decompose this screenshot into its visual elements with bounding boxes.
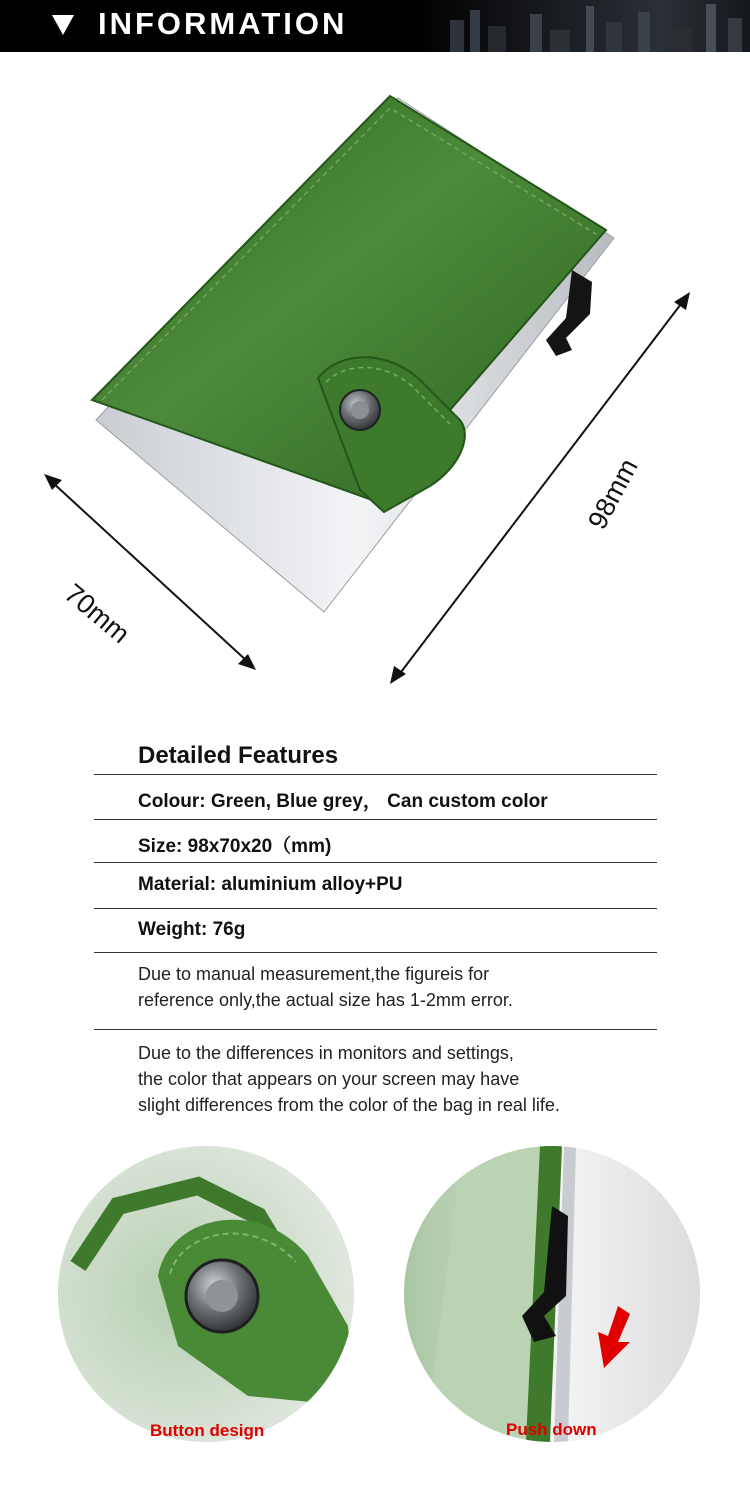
feature-row-material (138, 874, 403, 896)
note-line: Due to manual measurement,the figureis for (138, 964, 490, 984)
push-down-caption: Push down (506, 1420, 597, 1439)
feature-row-weight (138, 919, 245, 941)
city-skyline-background (410, 0, 750, 52)
feature-row-colour (138, 786, 548, 813)
feature-label: Size: (138, 836, 183, 857)
divider (94, 819, 657, 820)
features-section (94, 738, 657, 774)
divider (94, 774, 657, 775)
measurement-note (138, 961, 513, 1013)
color-disclaimer-note (138, 1040, 560, 1118)
note-line: reference only,the actual size has 1-2mm error. (138, 990, 513, 1010)
features-heading: Detailed Features (138, 742, 339, 769)
feature-value: 98x70x20（mm) (187, 836, 332, 857)
width-dimension-label: 70mm (58, 578, 136, 650)
note-line: Due to the differences in monitors and settings, (138, 1043, 514, 1063)
divider (94, 862, 657, 863)
feature-row-size (138, 831, 331, 858)
note-line: the color that appears on your screen may have (138, 1069, 520, 1089)
button-detail-image (58, 1146, 354, 1442)
feature-label: Weight: (138, 919, 208, 940)
section-header (0, 0, 750, 52)
slider-detail-image (404, 1146, 700, 1442)
divider (94, 1029, 657, 1030)
feature-label: Material: (138, 874, 217, 895)
divider (94, 952, 657, 953)
feature-value: Green, Blue grey， Can custom color (210, 791, 548, 812)
feature-value: aluminium alloy+PU (221, 874, 403, 895)
button-design-caption: Button design (150, 1421, 265, 1440)
length-dimension-label: 98mm (582, 453, 644, 535)
divider (94, 908, 657, 909)
feature-value: 76g (212, 919, 246, 940)
triangle-down-icon (52, 15, 74, 35)
header-title: INFORMATION (98, 6, 348, 41)
note-line: slight differences from the color of the bag in real life. (138, 1095, 560, 1115)
feature-label: Colour: (138, 791, 206, 812)
